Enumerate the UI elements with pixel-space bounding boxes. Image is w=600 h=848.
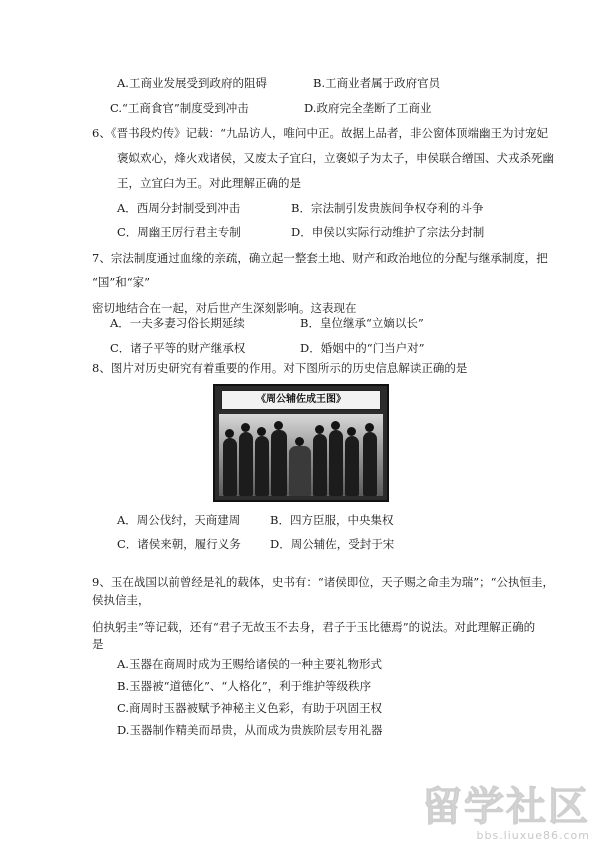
duke-zhou-painting: [213, 384, 389, 502]
q9-option-d: D.玉器制作精美而昂贵，从而成为贵族阶层专用礼器: [117, 723, 383, 737]
q5-option-a: A.工商业发展受到政府的阻碍: [117, 76, 267, 90]
q8-stem-line-1: 8、图片对历史研究有着重要的作用。对下图所示的历史信息解读正确的是: [92, 361, 468, 375]
q8-option-a: A．周公伐纣，天商建周: [117, 513, 241, 527]
q9-stem-line-2: 侯执信圭，: [92, 593, 150, 607]
site-watermark: [422, 785, 590, 842]
q7-option-d: D．婚姻中的“门当户对”: [300, 341, 425, 355]
q7-option-b: B．皇位继承“立嫡以长”: [300, 316, 424, 330]
q6-option-a: A．西周分封制受到冲击: [117, 201, 241, 215]
figure-title: 《周公辅佐成王图》: [221, 390, 381, 410]
q9-option-b: B.玉器被“道德化”、“人格化”，利于维护等级秩序: [117, 679, 372, 693]
q6-option-d: D．申侯以实际行动维护了宗法分封制: [291, 225, 485, 239]
watermark-url: bbs.liuxue86.com: [476, 829, 590, 842]
q8-option-c: C．诸侯来朝，履行义务: [117, 537, 241, 551]
q7-stem-line-2: “国”和“家”: [92, 275, 151, 289]
q6-stem-line-3: 王，立宜臼为王。对此理解正确的是: [117, 176, 301, 190]
q9-option-a: A.玉器在商周时成为王赐给诸侯的一种主要礼物形式: [117, 657, 382, 671]
q9-option-c: C.商周时玉器被赋予神秘主义色彩，有助于巩固王权: [117, 701, 383, 715]
q6-option-c: C．周幽王厉行君主专制: [117, 225, 241, 239]
figure-scene: [219, 414, 383, 496]
watermark-logo-text: 留学社区: [422, 784, 590, 830]
q6-option-b: B．宗法制引发贵族间争权夺利的斗争: [291, 201, 484, 215]
q8-option-b: B．四方臣服，中央集权: [270, 513, 394, 527]
q9-stem-line-4: 是: [92, 637, 104, 651]
q7-option-c: C．诸子平等的财产继承权: [110, 341, 246, 355]
q5-option-b: B.工商业者属于政府官员: [313, 76, 441, 90]
q5-option-d: D.政府完全垄断了工商业: [304, 101, 432, 115]
q7-stem-line-1: 7、宗法制度通过血缘的亲疏，确立起一整套土地、财产和政治地位的分配与继承制度，把: [92, 251, 548, 265]
q5-option-c: C.“工商食官”制度受到冲击: [110, 101, 249, 115]
q8-option-d: D．周公辅佐，受封于宋: [270, 537, 395, 551]
q9-stem-line-3: 伯执躬圭”等记载，还有“君子无故玉不去身，君子于玉比德焉”的说法。对此理解正确的: [92, 620, 536, 634]
q9-stem-line-1: 9、玉在战国以前曾经是礼的载体，史书有：“诸侯即位，天子赐之命圭为瑞”；“公执恒圭，: [92, 575, 554, 589]
q6-stem-line-2: 褒姒欢心，烽火戏诸侯，又废太子宜臼，立褒姒子为太子，申侯联合缯国、犬戎杀死幽: [117, 151, 554, 165]
q6-stem-line-1: 6、《晋书段灼传》记载：“九品访人，唯问中正。故据上品者，非公窗体顶端幽王为讨宠妃: [92, 126, 548, 140]
q7-option-a: A．一夫多妻习俗长期延续: [110, 316, 245, 330]
q7-stem-line-3: 密切地结合在一起，对后世产生深刻影响。这表现在: [92, 301, 357, 315]
